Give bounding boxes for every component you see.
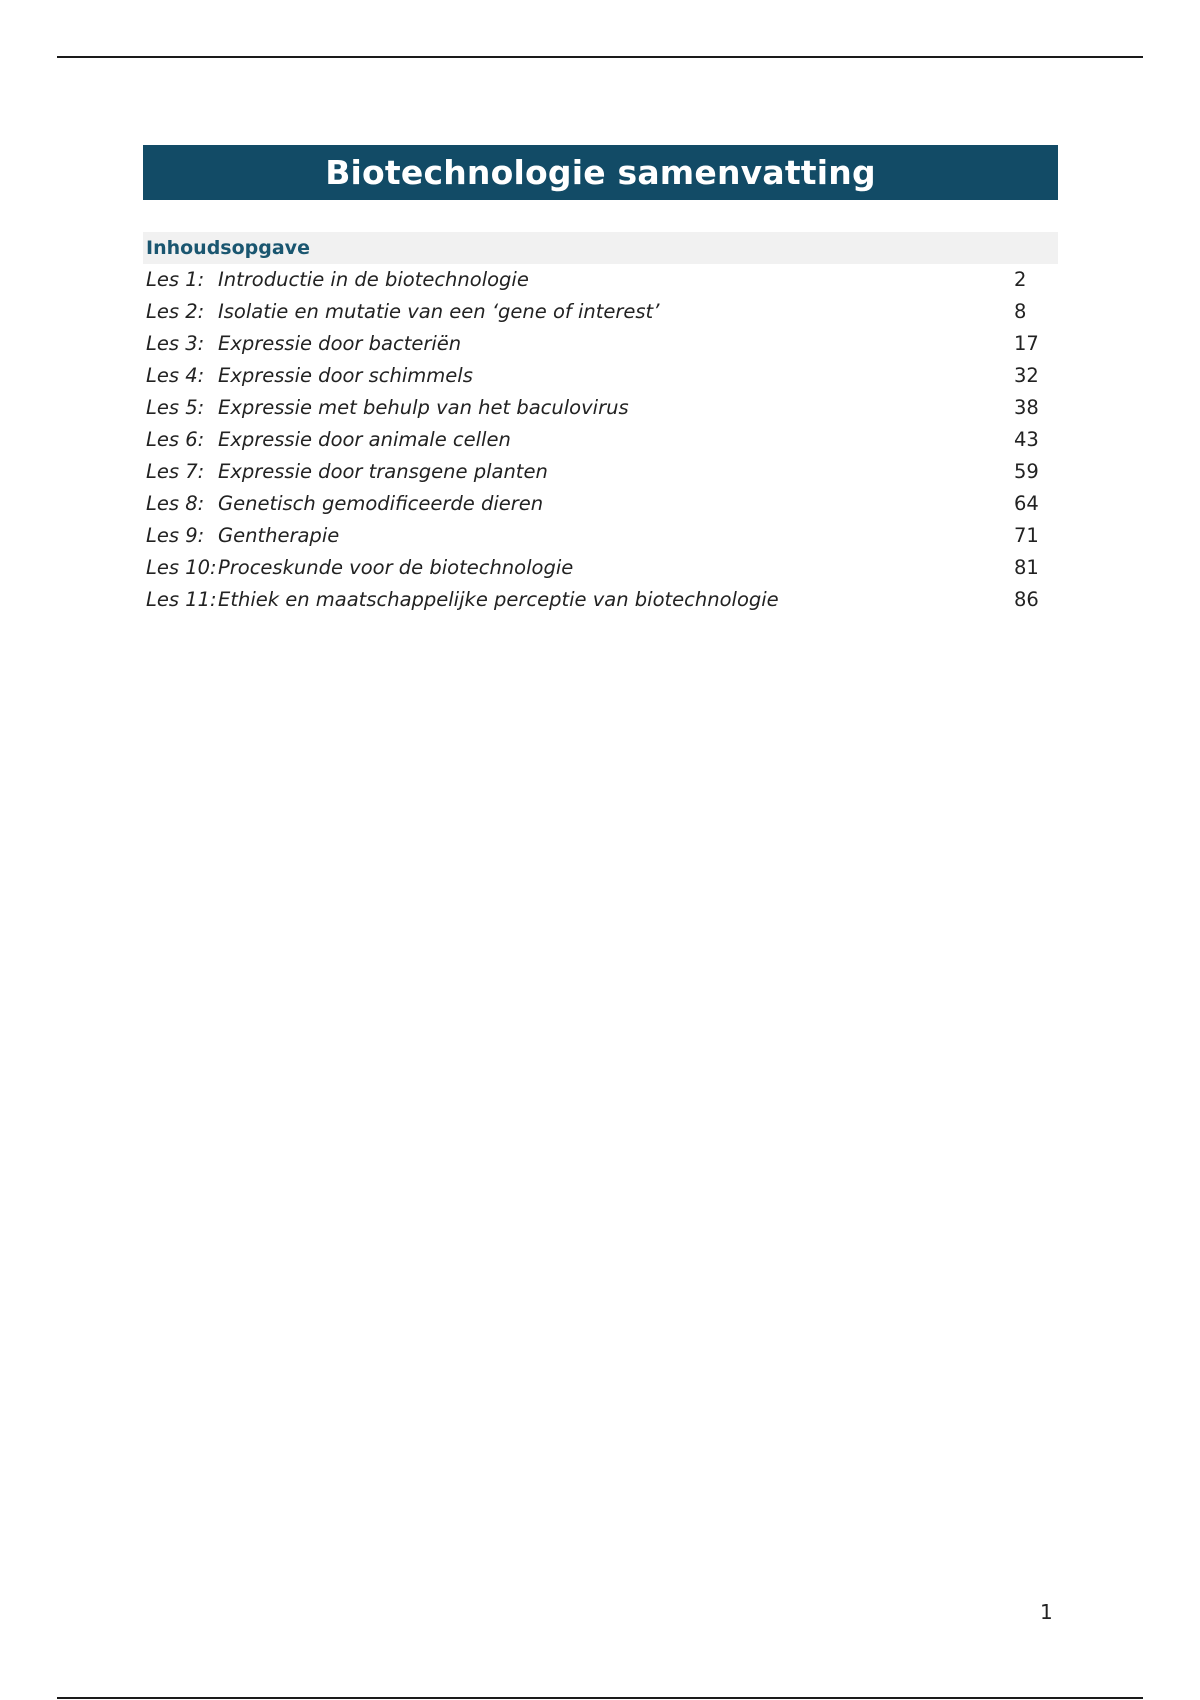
toc-lesson-title: Ethiek en maatschappelijke perceptie van biotechnologie <box>218 588 779 611</box>
toc-page-number: 32 <box>1014 364 1039 387</box>
toc-lesson-number: Les 5: <box>146 396 205 419</box>
toc-entry[interactable] <box>146 296 1046 328</box>
toc-page-number: 86 <box>1014 588 1039 611</box>
toc-lesson-title: Gentherapie <box>218 524 340 547</box>
toc-lesson-title: Introductie in de biotechnologie <box>218 268 529 291</box>
toc-lesson-title: Expressie door transgene planten <box>218 460 548 483</box>
header-rule <box>57 56 1143 58</box>
toc-entry[interactable] <box>146 520 1046 552</box>
toc-heading: Inhoudsopgave <box>146 237 310 259</box>
toc-entry[interactable] <box>146 328 1046 360</box>
toc-lesson-title: Genetisch gemodificeerde dieren <box>218 492 544 515</box>
toc-entry[interactable] <box>146 424 1046 456</box>
toc-lesson-number: Les 1: <box>146 268 205 291</box>
toc-lesson-number: Les 8: <box>146 492 205 515</box>
toc-lesson-title: Proceskunde voor de biotechnologie <box>218 556 574 579</box>
toc-page-number: 43 <box>1014 428 1039 451</box>
toc-entry[interactable] <box>146 360 1046 392</box>
title-banner <box>143 145 1058 200</box>
toc-entry[interactable] <box>146 392 1046 424</box>
toc-page-number: 59 <box>1014 460 1039 483</box>
toc-entry[interactable] <box>146 488 1046 520</box>
toc-lesson-number: Les 7: <box>146 460 205 483</box>
toc-page-number: 38 <box>1014 396 1039 419</box>
toc-lesson-number: Les 11: <box>146 588 217 611</box>
toc-lesson-number: Les 10: <box>146 556 217 579</box>
toc-page-number: 2 <box>1014 268 1027 291</box>
toc-page-number: 71 <box>1014 524 1039 547</box>
toc-lesson-number: Les 3: <box>146 332 205 355</box>
toc-lesson-title: Expressie door animale cellen <box>218 428 511 451</box>
toc-lesson-title: Expressie door schimmels <box>218 364 473 387</box>
toc-entry[interactable] <box>146 264 1046 296</box>
toc-lesson-number: Les 6: <box>146 428 205 451</box>
table-of-contents <box>146 264 1046 616</box>
toc-lesson-number: Les 9: <box>146 524 205 547</box>
toc-entry[interactable] <box>146 456 1046 488</box>
footer-rule <box>57 1697 1143 1699</box>
toc-page-number: 17 <box>1014 332 1039 355</box>
toc-entry[interactable] <box>146 552 1046 584</box>
toc-lesson-title: Expressie door bacteriën <box>218 332 462 355</box>
toc-lesson-number: Les 2: <box>146 300 205 323</box>
page-number: 1 <box>1040 1600 1053 1624</box>
toc-lesson-number: Les 4: <box>146 364 205 387</box>
toc-page-number: 64 <box>1014 492 1039 515</box>
toc-entry[interactable] <box>146 584 1046 616</box>
toc-lesson-title: Isolatie en mutatie van een ‘gene of interest’ <box>218 300 660 323</box>
document-title: Biotechnologie samenvatting <box>325 153 876 192</box>
toc-page-number: 8 <box>1014 300 1027 323</box>
toc-heading-bar <box>143 232 1058 264</box>
toc-page-number: 81 <box>1014 556 1039 579</box>
toc-lesson-title: Expressie met behulp van het baculovirus <box>218 396 629 419</box>
